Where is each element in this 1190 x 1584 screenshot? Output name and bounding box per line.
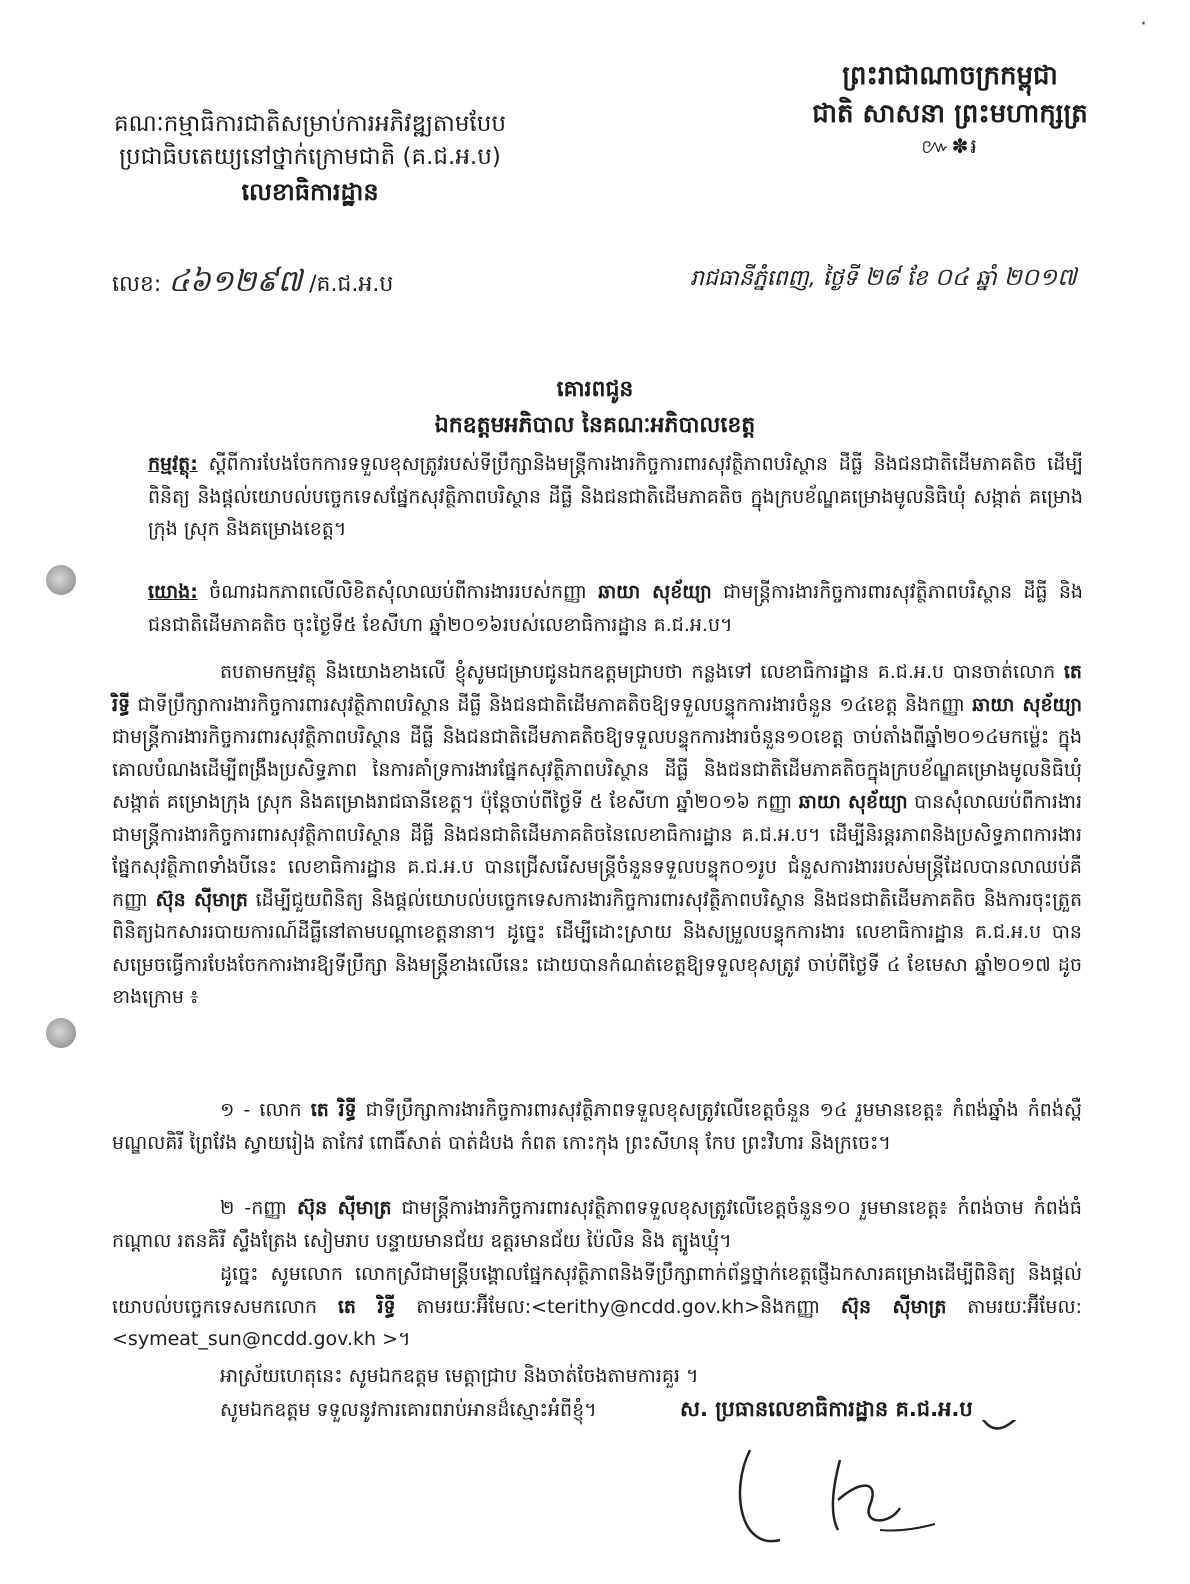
secretariat-title: លេខាធិការដ្ឋាន — [241, 177, 379, 206]
date-year: ២០១៧ — [1003, 263, 1077, 291]
new-officer-name: ស៊ុន ស៊ីមាត្រ — [155, 888, 248, 911]
assignment-item-1 — [112, 1094, 1082, 1159]
ornament-divider: ៚✽៛ — [921, 134, 979, 159]
item-number: ២ -កញ្ញា — [220, 1197, 297, 1219]
date-day: ២៨ — [864, 263, 900, 291]
closing-line-2: សូមឯកឧត្តម ទទួលនូវការគោរពរាប់អានដ៏ស្មោះអំពីខ្ញុំ។ — [220, 1399, 597, 1421]
subject-label: កម្មវត្ថុ: — [148, 453, 198, 475]
assignment-item-2 — [112, 1192, 1082, 1257]
advisor-name: តេ រិទ្ធី — [310, 1099, 357, 1121]
number-suffix: /គ.ជ.អ.ប — [309, 272, 394, 297]
signature-title-text: ប្រធានលេខាធិការដ្ឋាន គ.ជ.អ.ប — [715, 1397, 973, 1421]
body-paragraph-1 — [112, 656, 1082, 1014]
body-text: ដើម្បីជួយពិនិត្យ និងផ្តល់យោបល់បច្ចេកទេសការងារកិច្ចការពារសុវត្ថិភាពបរិស្ថាន និងជនជាតិដើមភាគតិច និងការចុះត្រួតពិនិត្យឯកសាររបាយការណ៍ដីធ្លីនៅតាមបណ្តាខេត្តនានា។ ដូច្នេះ ដើម្បីដោះស្រាយ និងសម្រួលបន្ទុកការងារ លេខាធិការដ្ឋាន គ.ជ.អ.ប បានសម្រេចធ្វើការបែងចែកការងារឱ្យទីប្រឹក្សា និងមន្ត្រីខាងលើនេះ ដោយបានកំណត់ខេត្តឱ្យទទួលខុសត្រូវ ចាប់ពីថ្ងៃទី ៤ ខែមេសា ឆ្នាំ២០១៧ ដូចខាងក្រោម ៖ — [112, 888, 1082, 1008]
body-text: ដូច្នេះ សូមលោក លោកស្រីជាមន្ត្រីបង្គោលផ្នែកសុវត្ថិភាពនិងទីប្រឹក្សាពាក់ព័ន្ធថ្នាក់ខេត្តផ្ញើឯកសារគម្រោងដើម្បីពិនិត្យ និងផ្តល់យោបល់បច្ចេកទេសមកលោក — [112, 1263, 1082, 1318]
subject-block — [148, 448, 1083, 546]
date-city-day: រាជធានីភ្នំពេញ, ថ្ងៃទី — [690, 266, 858, 291]
scan-mark-top: · — [1140, 12, 1147, 37]
committee-line-1: គណៈកម្មាធិការជាតិសម្រាប់ការអភិវឌ្ឍតាមបែប — [114, 111, 506, 137]
handwritten-number: ៤៦១២៩៧ — [168, 264, 303, 299]
kingdom-title: ព្រះរាជាណាចក្រកម្ពុជា — [842, 61, 1058, 91]
reference-text-2: ជាមន្ត្រីការងារកិច្ចការពារសុវត្ថិភាពបរិស្ថាន ដីធ្លី និងជនជាតិដើមភាគតិច ចុះថ្ងៃទី៥ ខែសីហា ឆ្នាំ២០១៦របស់លេខាធិការដ្ឋាន គ.ជ.អ.ប។ — [148, 581, 1083, 636]
item-text: ជាមន្ត្រីការងារកិច្ចការពារសុវត្ថិភាពទទួលខុសត្រូវលើខេត្តចំនួន១០ រួមមានខេត្ត៖ កំពង់ចាម កំពង់ធំ កណ្តាល រតនគិរី ស្ទឹងត្រែង សៀមរាប បន្ទាយមានជ័យ ឧត្តរមានជ័យ ប៉ៃលិន និង ត្បូងឃ្មុំ។ — [112, 1197, 1082, 1252]
signature-mark: ស. — [680, 1397, 708, 1421]
reference-text-1: ចំណារឯកភាពលើលិខិតសុំលាឈប់ពីការងាររបស់កញ្ញា — [209, 581, 599, 603]
former-officer-name: ឆាយា សុខ័យ្យា — [798, 791, 908, 813]
former-officer-name: ឆាយា សុខ័យ្យា — [972, 693, 1083, 716]
subject-text: ស្តីពីការបែងចែកការទទួលខុសត្រូវរបស់ទីប្រឹក្សានិងមន្ត្រីការងារកិច្ចការពារសុវត្ថិភាពបរិស្ថាន ដីធ្លី និងជនជាតិដើមភាគតិច ដើម្បីពិនិត្យ និងផ្តល់យោបល់បច្ចេកទេសផ្នែកសុវត្ថិភាពបរិស្ថាន ដីធ្លី និងជនជាតិដើមភាគតិច ក្នុងក្របខ័ណ្ឌគម្រោងមូលនិធិឃុំ សង្កាត់ គម្រោងក្រុង ស្រុក និងគម្រោងខេត្ត។ — [148, 453, 1083, 540]
email-text: តាមរយៈអ៊ីមែល:<terithy@ncdd.gov.kh>និងកញ្ញា — [395, 1295, 841, 1318]
addressee-recipient: ឯកឧត្តមអភិបាល នៃគណៈអភិបាលខេត្ត — [434, 413, 756, 438]
body-text: ជាមន្ត្រីការងារកិច្ចការពារសុវត្ថិភាពបរិស្ថាន ដីធ្លី និងជនជាតិដើមភាគតិចឱ្យទទួលបន្ទុកការងារចំនួន១០ខេត្ត ចាប់តាំងពីឆ្នាំ២០១៤មកម្ល៉េះ ក្នុងគោលបំណងដើម្បីពង្រឹងប្រសិទ្ធភាព នៃការគាំទ្រការងារផ្នែកសុវត្ថិភាពបរិស្ថាន ដីធ្លី និងជនជាតិដើមភាគតិចក្នុងក្របខ័ណ្ឌគម្រោងមូលនិធិឃុំ សង្កាត់ គម្រោងក្រុង ស្រុក និងគម្រោងរាជធានីខេត្ត។ ប៉ុន្តែចាប់ពីថ្ងៃទី ៥ ខែសីហា ឆ្នាំ២០១៦ កញ្ញា — [112, 726, 1082, 813]
new-officer-name: ស៊ុន ស៊ីមាត្រ — [840, 1295, 947, 1318]
date-year-label: ឆ្នាំ — [975, 266, 997, 291]
punch-hole-top — [46, 565, 76, 595]
body-text: បានសុំលាឈប់ពីការងារជាមន្ត្រីការងារកិច្ចការពារសុវត្ថិភាពបរិស្ថាន ដីធ្លី និងជនជាតិដើមភាគតិចនៃលេខាធិការដ្ឋាន គ.ជ.អ.ប។ ដើម្បីនិរន្តរភាពនិងប្រសិទ្ធភាពការងារផ្នែកសុវត្ថិភាពទាំងបីនេះ លេខាធិការដ្ឋាន គ.ជ.អ.ប បានជ្រើសរើសមន្ត្រីចំនួនទទួលបន្ទុក០១រូប ជំនួសការងាររបស់មន្ត្រីដែលបានលាឈប់គឺកញ្ញា — [112, 791, 1082, 911]
committee-header — [110, 108, 510, 209]
committee-line-2: ប្រជាធិបតេយ្យនៅថ្នាក់ក្រោមជាតិ (គ.ជ.អ.ប) — [119, 144, 501, 171]
document-number — [112, 262, 393, 306]
advisor-name: តេ រិទ្ធី — [337, 1295, 396, 1318]
advisor-name: តេ រិទ្ធី — [112, 661, 1082, 716]
addressee-title: គោរពជូន — [556, 377, 634, 402]
email-text: តាមរយៈអ៊ីមែល:<symeat_sun@ncdd.gov.kh >។ — [112, 1295, 1082, 1350]
date-month: ០៤ — [934, 263, 969, 291]
date-month-label: ខែ — [906, 266, 928, 291]
handwritten-signature — [720, 1420, 1040, 1570]
punch-hole-bottom — [46, 1018, 76, 1048]
body-paragraph-2 — [112, 1258, 1082, 1356]
body-text: ជាទីប្រឹក្សាការងារកិច្ចការពារសុវត្ថិភាពបរិស្ថាន ដីធ្លី និងជនជាតិដើមភាគតិចឱ្យទទួលបន្ទុកការងារចំនួន ១៤ខេត្ត និងកញ្ញា — [130, 693, 973, 716]
item-text: ជាទីប្រឹក្សាការងារកិច្ចការពារសុវត្ថិភាពទទួលខុសត្រូវលើខេត្តចំនួន ១៤ រួមមានខេត្ត៖ កំពង់ឆ្នាំង កំពង់ស្ពឺ មណ្ឌលគិរី ព្រៃវែង ស្វាយរៀង តាកែវ ពោធិ៍សាត់ បាត់ដំបង កំពត កោះកុង ព្រះសីហនុ កែប ព្រះវិហារ និងក្រចេះ។ — [112, 1099, 1082, 1154]
body-text: តបតាមកម្មវត្ថុ និងយោងខាងលើ ខ្ញុំសូមជម្រាបជូនឯកឧត្តមជ្រាបថា កន្លងទៅ លេខាធិការដ្ឋាន គ.ជ.អ.ប បានចាត់លោក — [220, 661, 1064, 683]
new-officer-name: ស៊ុន ស៊ីមាត្រ — [296, 1197, 392, 1219]
kingdom-header — [770, 58, 1130, 163]
reference-label: យោង: — [148, 581, 198, 603]
reference-block — [148, 576, 1083, 641]
closing-line-1: អាស្រ័យហេតុនេះ សូមឯកឧត្តម មេត្តាជ្រាប និងចាត់ចែងតាមការគួរ ។ — [220, 1365, 699, 1387]
item-number: ១ - លោក — [220, 1099, 311, 1121]
date-line — [690, 262, 1077, 297]
reference-name: ឆាយា សុខ័យ្យា — [598, 581, 712, 603]
number-prefix: លេខ: — [112, 272, 162, 297]
national-motto: ជាតិ សាសនា ព្រះមហាក្សត្រ — [812, 98, 1088, 129]
